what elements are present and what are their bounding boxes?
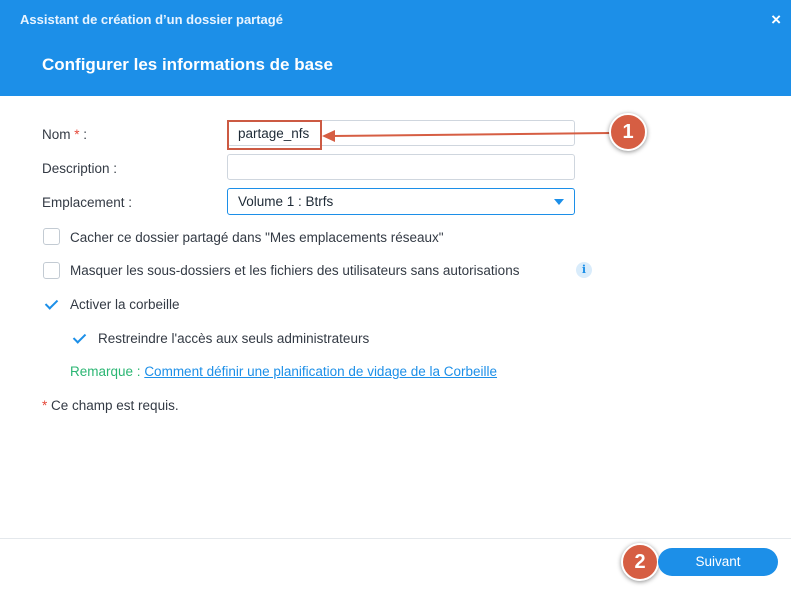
- location-label: Emplacement :: [42, 195, 133, 210]
- required-asterisk: *: [74, 127, 80, 142]
- restrict-admin-access-checkbox[interactable]: [71, 330, 88, 347]
- hide-in-network-places-label: Cacher ce dossier partagé dans "Mes emplacements réseaux": [70, 230, 444, 245]
- annotation-arrow-icon: [322, 126, 612, 146]
- chevron-down-icon: [554, 199, 564, 205]
- name-label: Nom * :: [42, 127, 88, 142]
- name-input-value: partage_nfs: [238, 126, 310, 141]
- enable-recycle-bin-label: Activer la corbeille: [70, 297, 180, 312]
- step-title: Configurer les informations de base: [42, 55, 333, 74]
- hide-subfolders-label: Masquer les sous-dossiers et les fichiers des utilisateurs sans autorisations: [70, 263, 520, 278]
- annotation-step-1: 1: [609, 113, 647, 151]
- remark-prefix: Remarque :: [70, 364, 141, 379]
- location-select-value: Volume 1 : Btrfs: [238, 194, 334, 209]
- required-field-note: * Ce champ est requis.: [42, 398, 179, 413]
- annotation-highlight-box: [227, 120, 322, 150]
- restrict-admin-access-label: Restreindre l'accès aux seuls administrateurs: [98, 331, 370, 346]
- next-button[interactable]: Suivant: [658, 548, 778, 576]
- checkmark-icon: [73, 330, 86, 343]
- info-icon[interactable]: i: [576, 262, 592, 278]
- enable-recycle-bin-checkbox[interactable]: [43, 296, 60, 313]
- footer-divider: [0, 538, 791, 539]
- dialog-header: [0, 0, 791, 96]
- checkmark-icon: [45, 296, 58, 309]
- recycle-bin-schedule-link[interactable]: Comment définir une planification de vidage de la Corbeille: [144, 364, 498, 379]
- description-label: Description :: [42, 161, 118, 176]
- hide-in-network-places-checkbox[interactable]: [43, 228, 60, 245]
- remark: [70, 364, 497, 379]
- hide-subfolders-checkbox[interactable]: [43, 262, 60, 279]
- window-title: Assistant de création d’un dossier partagé: [20, 12, 283, 27]
- annotation-step-2: 2: [621, 543, 659, 581]
- description-input[interactable]: [227, 154, 575, 180]
- location-select[interactable]: [227, 188, 575, 215]
- close-icon[interactable]: ×: [771, 10, 781, 29]
